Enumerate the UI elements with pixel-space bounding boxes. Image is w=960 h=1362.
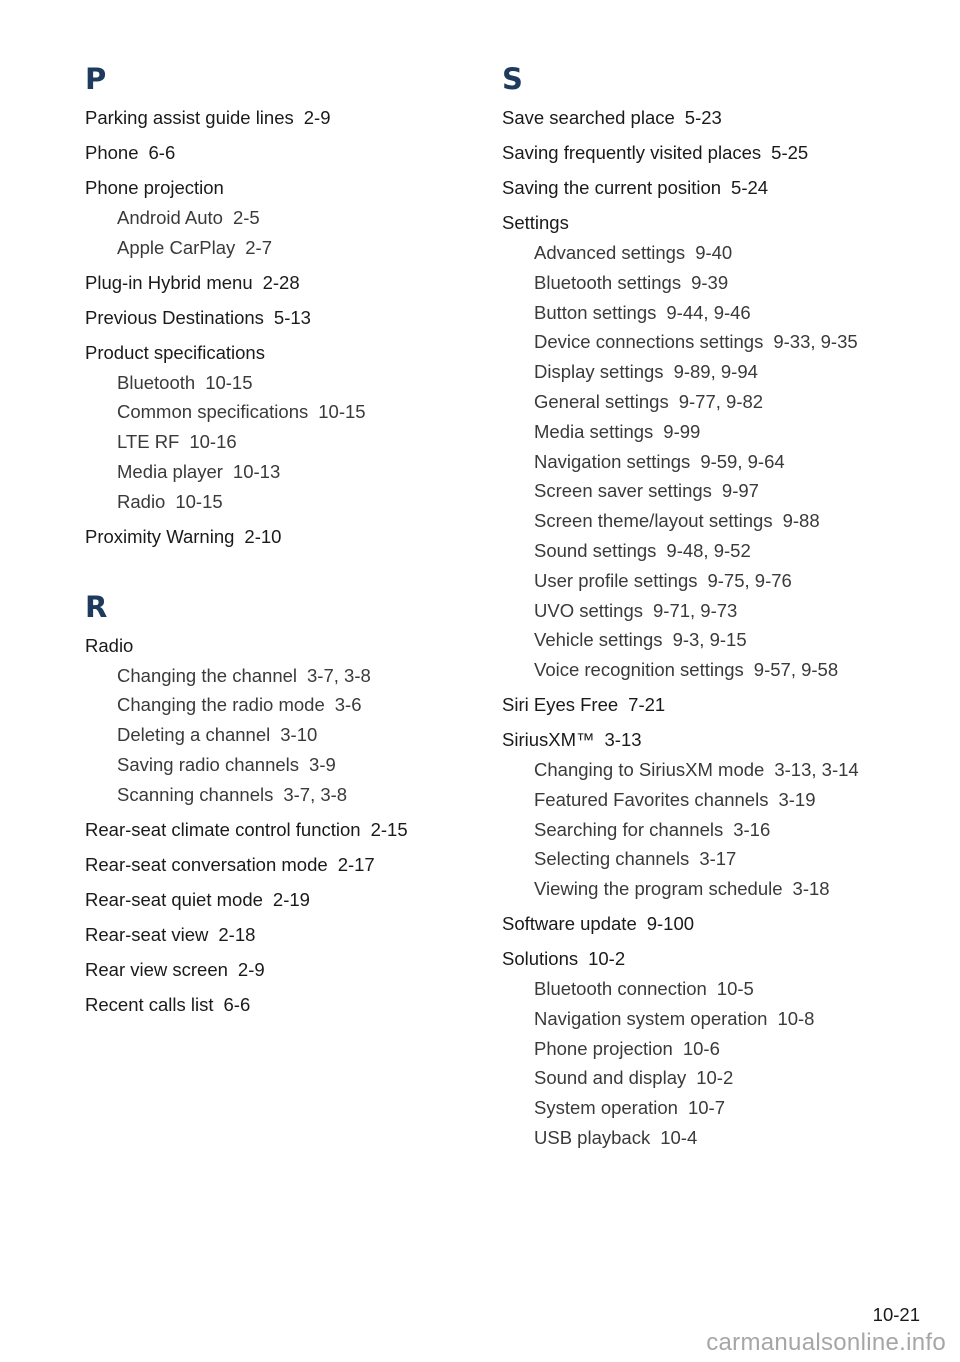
index-entry <box>85 338 465 517</box>
entry-term: Siri Eyes Free <box>502 693 619 715</box>
sub-entry-term: Media player <box>117 460 223 482</box>
sub-entry <box>85 690 465 720</box>
sub-entry-pages: 9-75, 9-76 <box>707 569 792 591</box>
entry-line <box>85 138 465 168</box>
entry-pages: 2-18 <box>218 923 256 945</box>
sub-entry <box>502 536 922 566</box>
index-entry <box>85 138 465 168</box>
entry-line <box>85 631 465 661</box>
sub-entry-pages: 3-19 <box>778 788 816 810</box>
index-entry <box>502 173 922 203</box>
sub-entry-pages: 2-5 <box>232 207 260 228</box>
index-entry <box>85 631 465 810</box>
sub-entry-term: UVO settings <box>534 599 643 621</box>
index-entry <box>85 955 465 985</box>
sub-entry <box>502 785 922 815</box>
sub-entry-term: Media settings <box>534 420 654 442</box>
sub-entry-term: Common specifications <box>117 401 309 423</box>
sub-entry-term: Voice recognition settings <box>534 659 744 681</box>
section-letter: R <box>85 589 108 624</box>
entry-term: Phone <box>85 142 139 163</box>
sub-entry-term: Sound settings <box>534 539 657 561</box>
entry-pages: 3-13 <box>604 728 642 750</box>
sub-entry <box>85 457 465 487</box>
index-entry <box>85 850 465 880</box>
sub-entry-term: User profile settings <box>534 569 698 591</box>
entry-pages: 6-6 <box>148 142 176 163</box>
entry-term: Saving frequently visited places <box>502 142 762 163</box>
sub-entry-pages: 9-97 <box>721 480 759 502</box>
sub-entry <box>85 203 465 233</box>
index-section <box>502 60 922 1153</box>
entry-pages: 5-25 <box>771 142 809 163</box>
index-entry <box>85 103 465 133</box>
sub-entry <box>502 447 922 477</box>
sub-entry-term: Changing the radio mode <box>117 694 325 716</box>
sub-entry-pages: 9-99 <box>663 420 701 442</box>
sub-entry-term: Scanning channels <box>117 783 274 805</box>
sub-entry <box>502 238 922 268</box>
index-section <box>85 588 465 1020</box>
entry-line <box>85 303 465 333</box>
sub-entry-term: Button settings <box>534 301 657 323</box>
sub-entry-term: Phone projection <box>534 1037 673 1059</box>
entry-term: Settings <box>502 212 569 233</box>
sub-entry <box>502 655 922 685</box>
sub-entry-pages: 10-5 <box>716 977 754 999</box>
entry-pages: 2-17 <box>337 853 375 875</box>
entry-line <box>502 138 922 168</box>
sub-entry-term: Changing the channel <box>117 664 298 686</box>
entry-pages: 2-9 <box>237 958 265 980</box>
entry-line <box>85 268 465 298</box>
sub-entry <box>502 268 922 298</box>
entry-term: Rear-seat view <box>85 923 209 945</box>
section-letter: P <box>85 62 107 96</box>
sub-entry-term: Searching for channels <box>534 818 724 840</box>
sub-entry-pages: 9-57, 9-58 <box>753 659 839 681</box>
entry-term: SiriusXM™ <box>502 728 595 750</box>
index-entry <box>85 885 465 915</box>
sub-entry <box>502 1063 922 1093</box>
sub-entry-term: LTE RF <box>117 431 180 453</box>
index-entry <box>502 103 922 133</box>
sub-entry-pages: 9-39 <box>691 271 729 293</box>
sub-entry-pages: 2-7 <box>245 236 273 258</box>
sub-entry <box>85 750 465 780</box>
entry-line <box>502 944 922 974</box>
sub-entry-pages: 9-44, 9-46 <box>666 301 751 323</box>
sub-entry <box>502 596 922 626</box>
entry-pages: 2-9 <box>303 107 331 128</box>
sub-entry-term: Featured Favorites channels <box>534 788 769 810</box>
entry-line <box>85 850 465 880</box>
sub-entry-term: Vehicle settings <box>534 629 663 651</box>
sub-entry-term: Device connections settings <box>534 331 764 353</box>
entry-term: Product specifications <box>85 341 265 363</box>
entry-term: Saving the current position <box>502 177 722 198</box>
sub-entry-term: Bluetooth connection <box>534 977 707 999</box>
sub-entry <box>502 1004 922 1034</box>
sub-entry-pages: 10-4 <box>660 1126 698 1148</box>
sub-entry <box>85 368 465 398</box>
sub-entry <box>502 357 922 387</box>
sub-entry-term: Android Auto <box>117 207 223 228</box>
sub-entry <box>502 476 922 506</box>
sub-entry-term: Display settings <box>534 361 664 383</box>
sub-entry-term: Navigation settings <box>534 450 691 472</box>
sub-entry <box>85 233 465 263</box>
sub-entry <box>502 815 922 845</box>
sub-entry-pages: 10-2 <box>696 1067 734 1089</box>
entry-line <box>85 815 465 845</box>
sub-entry-term: Saving radio channels <box>117 753 300 775</box>
sub-entry <box>502 506 922 536</box>
entry-term: Rear view screen <box>85 958 228 980</box>
entry-pages: 2-28 <box>262 271 300 293</box>
entry-line <box>502 103 922 133</box>
sub-entry-pages: 9-88 <box>782 510 820 532</box>
entry-line <box>502 173 922 203</box>
sub-entry <box>85 397 465 427</box>
sub-entry-pages: 9-48, 9-52 <box>666 539 751 561</box>
sub-entry-pages: 10-8 <box>777 1007 815 1029</box>
sub-entry-term: Sound and display <box>534 1067 687 1089</box>
sub-entry-pages: 3-10 <box>280 724 318 746</box>
sub-entry-term: Navigation system operation <box>534 1007 768 1029</box>
entry-pages: 5-13 <box>273 306 311 328</box>
entry-line <box>85 522 465 552</box>
entry-term: Save searched place <box>502 107 675 128</box>
sub-entry-term: Deleting a channel <box>117 724 271 746</box>
entry-pages: 7-21 <box>628 693 666 715</box>
entry-term: Parking assist guide lines <box>85 107 294 128</box>
sub-entry-term: System operation <box>534 1097 678 1119</box>
sub-entry <box>502 974 922 1004</box>
sub-entry-term: Screen theme/layout settings <box>534 510 773 532</box>
entry-line <box>502 725 922 755</box>
index-entry <box>85 920 465 950</box>
entry-term: Recent calls list <box>85 993 214 1015</box>
sub-entry <box>85 720 465 750</box>
sub-entry <box>502 417 922 447</box>
entry-line <box>85 173 465 203</box>
entry-line <box>85 103 465 133</box>
sub-entry-pages: 3-6 <box>334 694 362 716</box>
watermark: carmanualsonline.info <box>706 1329 946 1356</box>
entry-term: Rear-seat quiet mode <box>85 888 263 910</box>
entry-term: Solutions <box>502 947 579 969</box>
entry-pages: 9-100 <box>646 912 695 934</box>
entry-term: Software update <box>502 912 637 934</box>
sub-entry <box>85 661 465 691</box>
right-column <box>502 60 922 1158</box>
page-number: 10-21 <box>872 1304 920 1325</box>
sub-entry-term: USB playback <box>534 1126 651 1148</box>
entry-pages: 5-23 <box>684 107 722 128</box>
index-entry <box>502 909 922 939</box>
entry-pages: 2-19 <box>272 888 310 910</box>
index-entry <box>85 815 465 845</box>
entry-term: Rear-seat climate control function <box>85 818 361 840</box>
entry-line <box>502 208 922 238</box>
sub-entry-pages: 9-77, 9-82 <box>678 390 764 412</box>
sub-entry <box>502 1034 922 1064</box>
sub-entry-term: Advanced settings <box>534 242 686 263</box>
left-column <box>85 60 465 1025</box>
entry-line <box>502 690 922 720</box>
sub-entry-pages: 9-3, 9-15 <box>672 629 747 651</box>
sub-entry <box>502 1093 922 1123</box>
sub-entry-term: Apple CarPlay <box>117 236 236 258</box>
entry-line <box>85 955 465 985</box>
entry-line <box>85 338 465 368</box>
section-letter: S <box>502 62 523 96</box>
sub-entry-pages: 10-13 <box>232 460 281 482</box>
entry-pages: 6-6 <box>223 993 251 1015</box>
sub-entry-pages: 10-15 <box>318 401 366 423</box>
sub-entry-pages: 9-59, 9-64 <box>700 450 785 472</box>
sub-entry-term: Radio <box>117 490 166 512</box>
sub-entry-term: Viewing the program schedule <box>534 878 783 900</box>
index-entry <box>85 522 465 552</box>
sub-entry-term: General settings <box>534 390 669 412</box>
index-entry <box>502 690 922 720</box>
sub-entry <box>85 780 465 810</box>
sub-entry-pages: 3-7, 3-8 <box>307 664 371 686</box>
sub-entry-pages: 9-89, 9-94 <box>673 361 758 383</box>
sub-entry <box>502 625 922 655</box>
sub-entry-pages: 9-40 <box>695 242 733 263</box>
sub-entry-pages: 3-9 <box>309 753 336 775</box>
entry-pages: 2-10 <box>244 525 282 547</box>
index-entry <box>502 138 922 168</box>
sub-entry-pages: 10-16 <box>189 431 237 453</box>
entry-line <box>85 920 465 950</box>
entry-pages: 10-2 <box>588 947 626 969</box>
index-entry <box>502 208 922 685</box>
sub-entry <box>502 298 922 328</box>
index-entry <box>502 725 922 904</box>
entry-term: Rear-seat conversation mode <box>85 853 328 875</box>
entry-term: Phone projection <box>85 177 224 198</box>
index-entry <box>502 944 922 1153</box>
entry-term: Proximity Warning <box>85 525 235 547</box>
entry-pages: 5-24 <box>731 177 769 198</box>
index-entry <box>85 173 465 263</box>
entry-line <box>502 909 922 939</box>
sub-entry-term: Selecting channels <box>534 848 690 870</box>
entry-term: Radio <box>85 634 134 656</box>
sub-entry <box>502 327 922 357</box>
index-section <box>85 60 465 552</box>
sub-entry-pages: 3-17 <box>699 848 737 870</box>
entry-term: Previous Destinations <box>85 306 264 328</box>
sub-entry-term: Bluetooth settings <box>534 271 682 293</box>
index-entry <box>85 303 465 333</box>
entry-term: Plug-in Hybrid menu <box>85 271 253 293</box>
sub-entry <box>502 566 922 596</box>
sub-entry-pages: 3-16 <box>733 818 771 840</box>
sub-entry-term: Changing to SiriusXM mode <box>534 758 765 780</box>
sub-entry-pages: 10-15 <box>175 490 223 512</box>
sub-entry-pages: 10-7 <box>687 1097 725 1119</box>
entry-line <box>85 885 465 915</box>
sub-entry-pages: 3-7, 3-8 <box>283 783 348 805</box>
sub-entry <box>502 387 922 417</box>
entry-line <box>85 990 465 1020</box>
sub-entry <box>502 1123 922 1153</box>
sub-entry-pages: 3-13, 3-14 <box>774 758 859 780</box>
sub-entry-pages: 10-6 <box>682 1037 720 1059</box>
sub-entry <box>85 427 465 457</box>
sub-entry-pages: 9-33, 9-35 <box>773 331 858 353</box>
sub-entry-pages: 9-71, 9-73 <box>653 599 738 621</box>
entry-pages: 2-15 <box>370 818 408 840</box>
sub-entry-term: Screen saver settings <box>534 480 712 502</box>
sub-entry-term: Bluetooth <box>117 371 196 393</box>
index-entry <box>85 990 465 1020</box>
sub-entry <box>502 755 922 785</box>
sub-entry-pages: 10-15 <box>205 371 253 393</box>
index-entry <box>85 268 465 298</box>
sub-entry <box>502 844 922 874</box>
sub-entry-pages: 3-18 <box>792 878 830 900</box>
sub-entry <box>85 487 465 517</box>
sub-entry <box>502 874 922 904</box>
